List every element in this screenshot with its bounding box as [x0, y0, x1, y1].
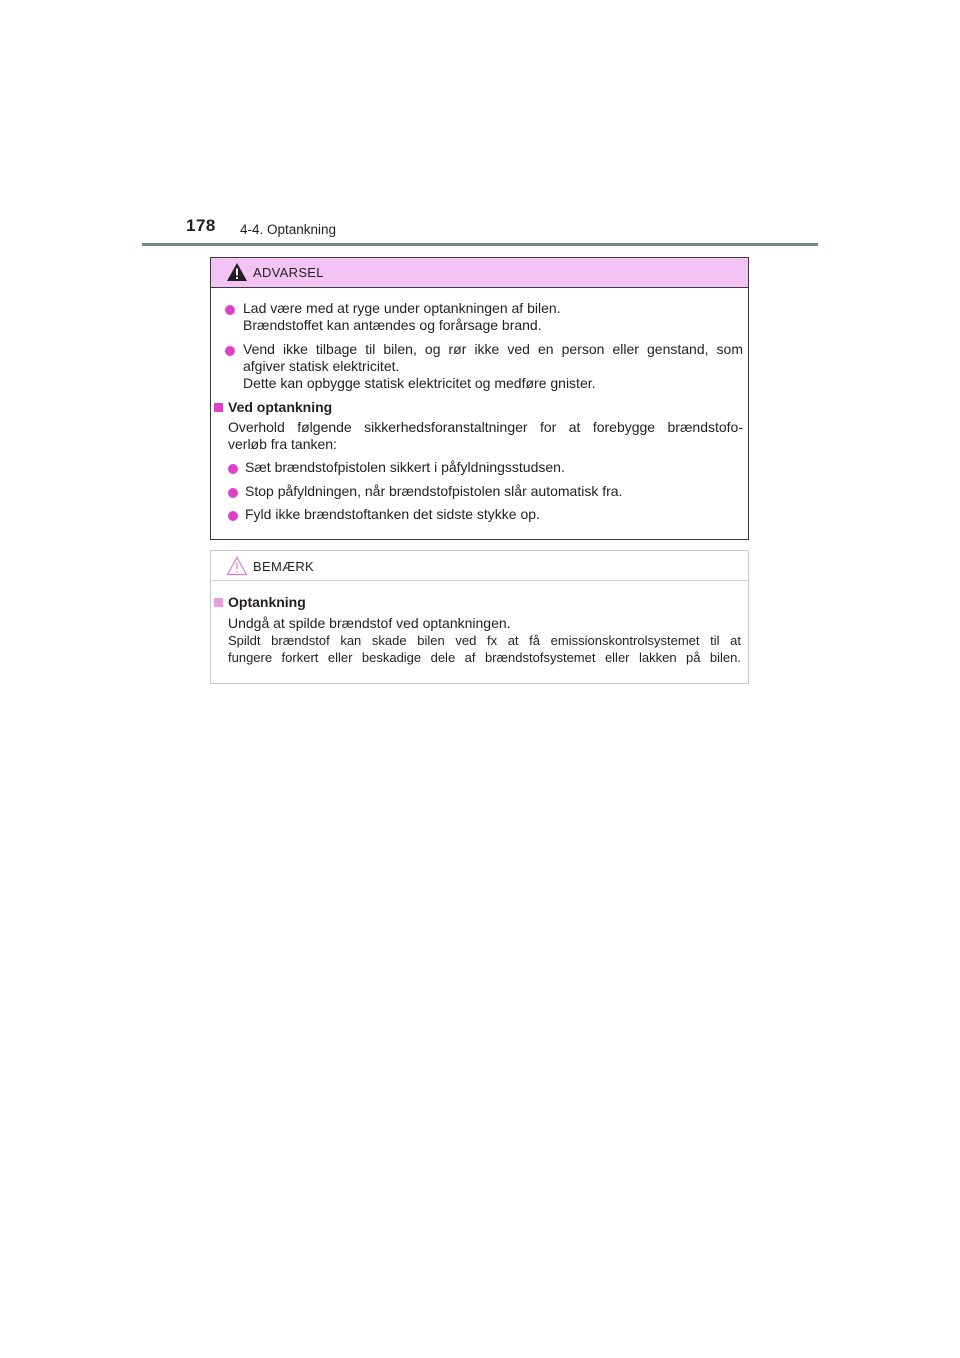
notice-line-3: fungere forkert eller beskadige dele af brændstofsystemet eller lakken på bilen. — [228, 650, 741, 665]
bullet-dot-icon — [228, 488, 238, 498]
warning-label: ADVARSEL — [253, 265, 324, 280]
warning-sub-bullet-2: Stop påfyldningen, når brændstofpistolen slår automatisk fra. — [245, 483, 623, 499]
bullet-dot-icon — [225, 346, 235, 356]
notice-subsection-title: Optankning — [228, 594, 306, 610]
warning-item-1-line-1: Lad være med at ryge under optankningen af bilen. — [243, 300, 561, 316]
warning-box-header — [211, 258, 748, 288]
warning-intro-line-2: verløb fra tanken: — [228, 436, 337, 452]
warning-sub-bullet-1: Sæt brændstofpistolen sikkert i påfyldningsstudsen. — [245, 459, 565, 475]
warning-item-2-line-2: afgiver statisk elektricitet. — [243, 358, 400, 374]
header-divider — [142, 243, 818, 246]
notice-line-2: Spildt brændstof kan skade bilen ved fx at få emissionskontrolsystemet til at — [228, 633, 741, 648]
notice-body — [228, 632, 741, 666]
warning-item-2-line-1: Vend ikke tilbage til bilen, og rør ikke ved en person eller genstand, som — [243, 341, 743, 357]
warning-item-1 — [243, 300, 743, 334]
warning-item-2-line-3: Dette kan opbygge statisk elektricitet og medføre gnister. — [243, 375, 596, 391]
section-square-icon — [214, 403, 223, 412]
section-square-icon — [214, 598, 223, 607]
bullet-dot-icon — [225, 305, 235, 315]
warning-sub-bullet-3: Fyld ikke brændstoftanken det sidste stykke op. — [245, 506, 540, 522]
warning-intro-line-1: Overhold følgende sikkerhedsforanstaltninger for at forebygge brændstofo- — [228, 419, 743, 435]
warning-box — [210, 257, 749, 540]
notice-label: BEMÆRK — [253, 559, 315, 574]
page-header — [0, 0, 960, 250]
caution-triangle-outline-icon — [226, 556, 248, 576]
notice-box — [210, 550, 749, 684]
section-title: 4-4. Optankning — [240, 222, 337, 237]
warning-subsection-title: Ved optankning — [228, 399, 333, 415]
notice-line-1: Undgå at spilde brændstof ved optankningen. — [228, 615, 511, 631]
warning-item-2 — [243, 341, 743, 392]
bullet-dot-icon — [228, 464, 238, 474]
warning-subsection-intro — [228, 419, 743, 453]
page-number: 178 — [186, 216, 216, 235]
notice-box-header — [211, 551, 748, 581]
warning-item-1-line-2: Brændstoffet kan antændes og forårsage brand. — [243, 317, 542, 333]
warning-triangle-icon — [226, 262, 248, 282]
bullet-dot-icon — [228, 511, 238, 521]
